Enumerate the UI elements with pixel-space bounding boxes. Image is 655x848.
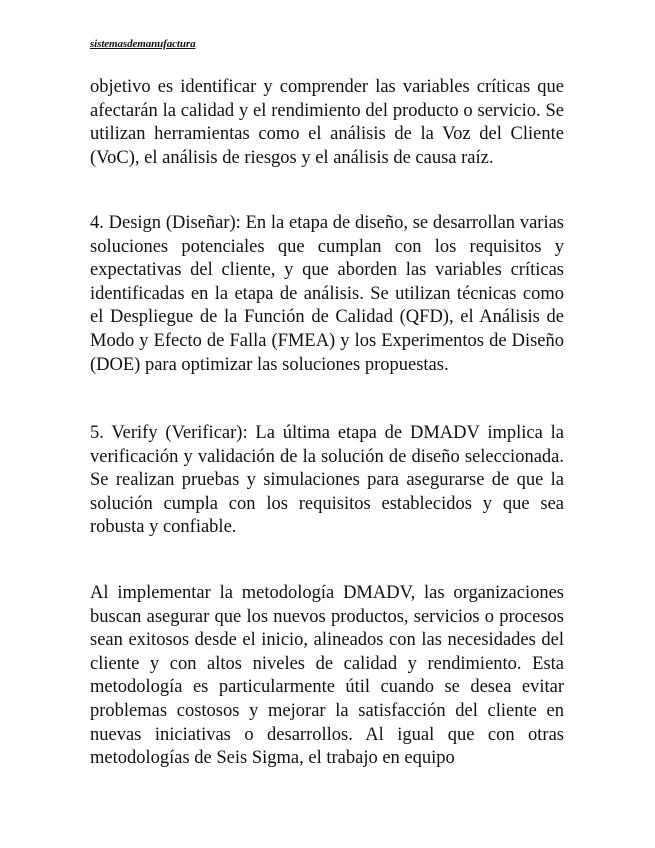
running-header: sistemasdemanufactura [90, 38, 196, 50]
paragraph-dmadv-summary: Al implementar la metodología DMADV, las organizaciones buscan asegurar que los nuevos productos, servicios o procesos sean exitosos desde el inicio, alineados con las necesidades del cliente y con altos niveles de calidad y rendimiento. Esta metodología es particularmente útil cuando se desea evitar problemas costosos y mejorar la satisfacción del cliente en nuevas iniciativas o desarrollos. Al igual que con otras metodologías de Seis Sigma, el trabajo en equipo [90, 583, 564, 769]
paragraph-design-step: 4. Design (Diseñar): En la etapa de diseño, se desarrollan varias soluciones potenciales que cumplan con los requisitos y expectativas del cliente, y que aborden las variables críticas identificadas en la etapa de análisis. Se utilizan técnicas como el Despliegue de la Función de Calidad (QFD), el Análisis de Modo y Efecto de Falla (FMEA) y los Experimentos de Diseño (DOE) para optimizar las soluciones propuestas. [90, 213, 564, 375]
paragraph-verify-step: 5. Verify (Verificar): La última etapa de DMADV implica la verificación y validación de la solución de diseño seleccionada. Se realizan pruebas y simulaciones para asegurarse de que la solución cumpla con los requisitos establecidos y que sea robusta y confiable. [90, 423, 564, 538]
paragraph-analysis-continuation: objetivo es identificar y comprender las variables críticas que afectarán la calidad y el rendimiento del producto o servicio. Se utilizan herramientas como el análisis de la Voz del Cliente (VoC), el análisis de riesgos y el análisis de causa raíz. [90, 77, 564, 168]
